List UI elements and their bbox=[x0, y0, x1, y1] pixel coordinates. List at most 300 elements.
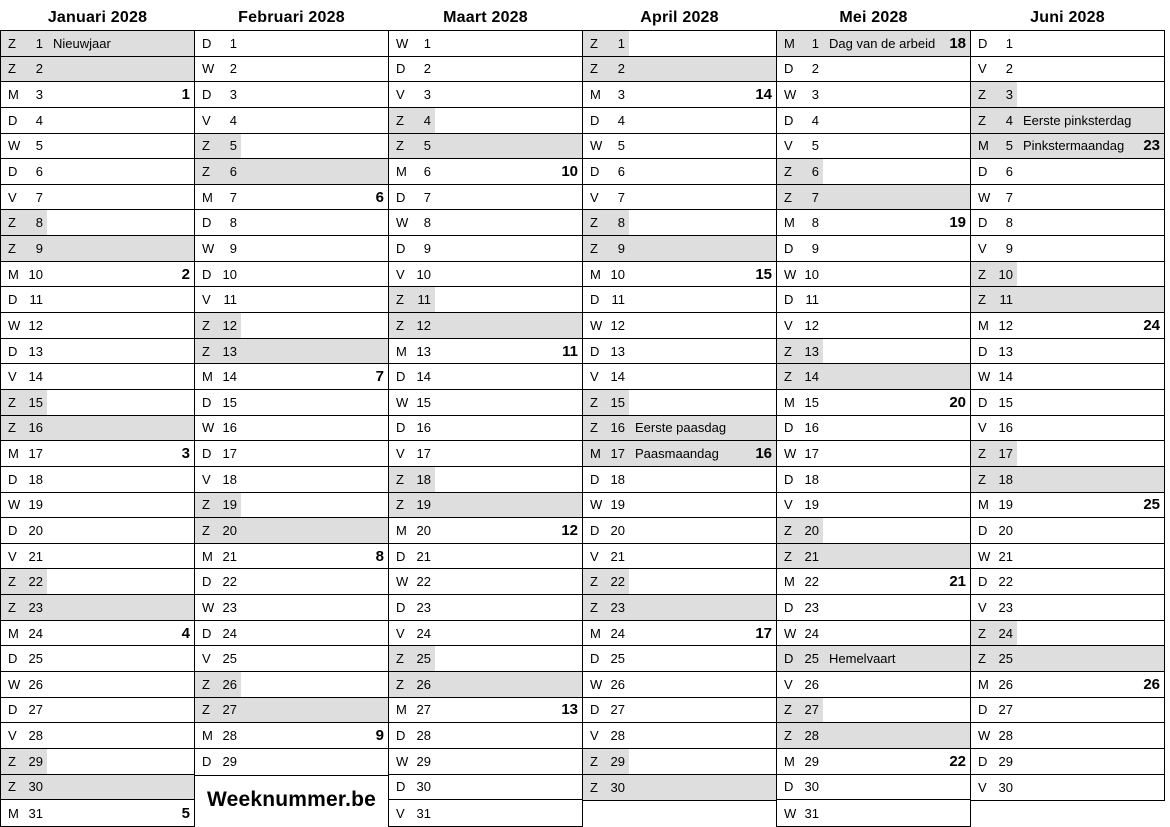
weekday-letter: M bbox=[202, 189, 213, 205]
day-row bbox=[1, 467, 194, 493]
day-number: 18 bbox=[610, 471, 625, 487]
day-number: 5 bbox=[811, 138, 819, 154]
day-label-cell bbox=[583, 159, 629, 184]
day-row bbox=[389, 134, 582, 160]
day-number: 22 bbox=[222, 574, 237, 590]
day-label-cell bbox=[1, 749, 47, 774]
day-row bbox=[971, 287, 1164, 313]
day-row bbox=[971, 493, 1164, 519]
weekday-letter: V bbox=[590, 728, 599, 744]
day-number: 24 bbox=[610, 625, 625, 641]
weekday-letter: W bbox=[978, 728, 991, 744]
day-label-cell bbox=[971, 82, 1017, 107]
day-label-cell bbox=[777, 82, 823, 107]
day-row bbox=[389, 416, 582, 442]
weekday-letter: V bbox=[8, 369, 17, 385]
week-number: 19 bbox=[949, 214, 966, 232]
day-row bbox=[1, 544, 194, 570]
day-label-cell bbox=[389, 775, 435, 800]
weekday-letter: D bbox=[978, 753, 988, 769]
day-row bbox=[389, 364, 582, 390]
day-row bbox=[389, 31, 582, 57]
day-number: 29 bbox=[804, 753, 819, 769]
day-number: 16 bbox=[416, 420, 431, 436]
weekday-letter: D bbox=[396, 61, 406, 77]
day-number: 18 bbox=[416, 471, 431, 487]
weekday-letter: W bbox=[8, 317, 21, 333]
day-number: 26 bbox=[222, 676, 237, 692]
day-number: 24 bbox=[998, 625, 1013, 641]
day-label-cell bbox=[583, 672, 629, 697]
day-number: 19 bbox=[222, 497, 237, 513]
day-row bbox=[971, 467, 1164, 493]
day-row bbox=[195, 569, 388, 595]
day-number: 23 bbox=[998, 599, 1013, 615]
day-label-cell bbox=[195, 236, 241, 261]
day-row bbox=[777, 749, 970, 775]
weekday-letter: D bbox=[8, 292, 18, 308]
day-number: 3 bbox=[423, 87, 431, 103]
day-row bbox=[195, 364, 388, 390]
day-label-cell bbox=[971, 364, 1017, 389]
week-number: 7 bbox=[375, 368, 384, 386]
day-row bbox=[971, 134, 1164, 160]
day-label-cell bbox=[777, 800, 823, 826]
day-number: 29 bbox=[416, 753, 431, 769]
day-row bbox=[1, 723, 194, 749]
weekday-letter: D bbox=[202, 215, 212, 231]
weekday-letter: M bbox=[784, 215, 795, 231]
day-row bbox=[195, 185, 388, 211]
day-label-cell bbox=[1, 159, 47, 184]
day-number: 10 bbox=[28, 266, 43, 282]
weekday-letter: D bbox=[784, 420, 794, 436]
day-number: 22 bbox=[28, 574, 43, 590]
weekday-letter: V bbox=[590, 548, 599, 564]
day-row bbox=[195, 390, 388, 416]
weekday-letter: Z bbox=[202, 317, 210, 333]
weekday-letter: W bbox=[396, 574, 409, 590]
weekday-letter: D bbox=[396, 420, 406, 436]
day-number: 7 bbox=[423, 189, 431, 205]
day-number: 13 bbox=[610, 343, 625, 359]
day-label-cell bbox=[583, 210, 629, 235]
day-label-cell bbox=[777, 467, 823, 492]
day-number: 27 bbox=[416, 702, 431, 718]
day-row bbox=[971, 185, 1164, 211]
day-row bbox=[583, 339, 776, 365]
day-row bbox=[971, 672, 1164, 698]
day-label-cell bbox=[1, 544, 47, 569]
day-row bbox=[389, 544, 582, 570]
day-label-cell bbox=[389, 672, 435, 697]
day-row bbox=[583, 672, 776, 698]
day-row bbox=[777, 57, 970, 83]
day-number: 9 bbox=[35, 240, 43, 256]
day-number: 18 bbox=[998, 471, 1013, 487]
day-label-cell bbox=[1, 31, 47, 56]
day-label-cell bbox=[389, 467, 435, 492]
holiday-label: Pinkstermaandag bbox=[1023, 138, 1125, 154]
day-label-cell bbox=[583, 339, 629, 364]
day-label-cell bbox=[1, 646, 47, 671]
day-label-cell bbox=[195, 82, 241, 107]
day-row bbox=[777, 800, 970, 826]
day-row bbox=[583, 416, 776, 442]
day-number: 3 bbox=[617, 87, 625, 103]
day-row bbox=[195, 108, 388, 134]
day-number: 8 bbox=[1005, 215, 1013, 231]
day-label-cell bbox=[583, 416, 629, 441]
day-label-cell bbox=[389, 313, 435, 338]
weekday-letter: Z bbox=[396, 497, 404, 513]
weekday-letter: Z bbox=[784, 343, 792, 359]
day-number: 21 bbox=[222, 548, 237, 564]
day-label-cell bbox=[777, 493, 823, 518]
day-label-cell bbox=[777, 236, 823, 261]
weekday-letter: W bbox=[8, 497, 21, 513]
day-label-cell bbox=[583, 262, 629, 287]
day-number: 12 bbox=[28, 317, 43, 333]
weekday-letter: W bbox=[784, 805, 797, 821]
day-number: 21 bbox=[804, 548, 819, 564]
day-label-cell bbox=[777, 749, 823, 774]
day-row bbox=[1, 159, 194, 185]
day-row bbox=[971, 339, 1164, 365]
week-number: 24 bbox=[1143, 316, 1160, 334]
day-label-cell bbox=[195, 646, 241, 671]
day-label-cell bbox=[389, 262, 435, 287]
day-label-cell bbox=[195, 364, 241, 389]
day-number: 9 bbox=[423, 240, 431, 256]
day-row bbox=[195, 493, 388, 519]
day-row bbox=[971, 31, 1164, 57]
weekday-letter: Z bbox=[978, 266, 986, 282]
day-number: 6 bbox=[35, 164, 43, 180]
day-row bbox=[971, 518, 1164, 544]
day-number: 12 bbox=[416, 317, 431, 333]
day-row bbox=[1, 31, 194, 57]
day-label-cell bbox=[971, 698, 1017, 723]
day-label-cell bbox=[971, 134, 1017, 159]
day-label-cell bbox=[195, 672, 241, 697]
day-row bbox=[583, 210, 776, 236]
weekday-letter: D bbox=[978, 164, 988, 180]
weekday-letter: Z bbox=[590, 35, 598, 51]
day-row bbox=[971, 82, 1164, 108]
day-row bbox=[389, 236, 582, 262]
weekday-letter: M bbox=[202, 369, 213, 385]
day-row bbox=[195, 467, 388, 493]
day-row bbox=[195, 57, 388, 83]
day-row bbox=[777, 467, 970, 493]
day-label-cell bbox=[1, 390, 47, 415]
month-grid bbox=[970, 30, 1165, 801]
day-label-cell bbox=[777, 544, 823, 569]
day-label-cell bbox=[389, 621, 435, 646]
day-number: 3 bbox=[1005, 87, 1013, 103]
day-number: 7 bbox=[229, 189, 237, 205]
weekday-letter: M bbox=[590, 266, 601, 282]
day-label-cell bbox=[777, 775, 823, 800]
day-row bbox=[1, 185, 194, 211]
day-number: 17 bbox=[28, 446, 43, 462]
weekday-letter: Z bbox=[784, 164, 792, 180]
weekday-letter: Z bbox=[202, 343, 210, 359]
day-number: 27 bbox=[610, 702, 625, 718]
day-row bbox=[971, 210, 1164, 236]
weekday-letter: M bbox=[396, 702, 407, 718]
weekday-letter: W bbox=[590, 138, 603, 154]
day-label-cell bbox=[971, 287, 1017, 312]
weekday-letter: W bbox=[590, 497, 603, 513]
weekday-letter: D bbox=[396, 189, 406, 205]
day-label-cell bbox=[195, 185, 241, 210]
day-number: 7 bbox=[1005, 189, 1013, 205]
day-number: 5 bbox=[229, 138, 237, 154]
day-label-cell bbox=[195, 210, 241, 235]
day-number: 12 bbox=[610, 317, 625, 333]
weekday-letter: Z bbox=[784, 369, 792, 385]
day-label-cell bbox=[777, 159, 823, 184]
weekday-letter: Z bbox=[590, 574, 598, 590]
week-number: 25 bbox=[1143, 496, 1160, 514]
day-number: 5 bbox=[423, 138, 431, 154]
weekday-letter: D bbox=[202, 754, 212, 770]
day-row bbox=[583, 364, 776, 390]
day-label-cell bbox=[1, 518, 47, 543]
weekday-letter: D bbox=[590, 164, 600, 180]
weekday-letter: D bbox=[202, 87, 212, 103]
weekday-letter: D bbox=[784, 240, 794, 256]
day-label-cell bbox=[777, 646, 823, 671]
day-number: 11 bbox=[999, 292, 1013, 308]
day-number: 8 bbox=[423, 215, 431, 231]
weekday-letter: M bbox=[784, 574, 795, 590]
weekday-letter: D bbox=[202, 574, 212, 590]
day-number: 14 bbox=[998, 369, 1013, 385]
day-label-cell bbox=[971, 775, 1017, 801]
weekday-letter: D bbox=[784, 112, 794, 128]
holiday-label: Dag van de arbeid bbox=[829, 35, 936, 51]
week-number: 1 bbox=[181, 86, 190, 104]
day-number: 13 bbox=[804, 343, 819, 359]
day-label-cell bbox=[1, 134, 47, 159]
day-number: 8 bbox=[35, 215, 43, 231]
weekday-letter: W bbox=[202, 240, 215, 256]
day-number: 25 bbox=[222, 651, 237, 667]
day-number: 13 bbox=[416, 343, 431, 359]
weekday-letter: W bbox=[978, 189, 991, 205]
weekday-letter: Z bbox=[8, 779, 16, 795]
day-row bbox=[1, 287, 194, 313]
day-label-cell bbox=[195, 262, 241, 287]
weekday-letter: Z bbox=[8, 753, 16, 769]
day-label-cell bbox=[389, 390, 435, 415]
day-number: 23 bbox=[610, 599, 625, 615]
weekday-letter: D bbox=[8, 702, 18, 718]
day-row bbox=[195, 82, 388, 108]
day-row bbox=[583, 287, 776, 313]
day-number: 20 bbox=[416, 522, 431, 538]
weekday-letter: Z bbox=[8, 215, 16, 231]
day-number: 1 bbox=[35, 35, 43, 51]
day-label-cell bbox=[777, 595, 823, 620]
day-number: 23 bbox=[28, 599, 43, 615]
day-row bbox=[1, 493, 194, 519]
weekday-letter: D bbox=[978, 343, 988, 359]
weekday-letter: D bbox=[784, 292, 794, 308]
weekday-letter: D bbox=[202, 446, 212, 462]
day-number: 11 bbox=[29, 292, 43, 308]
day-row bbox=[1, 57, 194, 83]
weekday-letter: Z bbox=[396, 317, 404, 333]
day-label-cell bbox=[1, 775, 47, 800]
month-title: Mei 2028 bbox=[839, 8, 908, 26]
day-number: 15 bbox=[804, 394, 819, 410]
weekday-letter: M bbox=[202, 728, 213, 744]
weekday-letter: W bbox=[978, 548, 991, 564]
day-number: 1 bbox=[617, 35, 625, 51]
day-row bbox=[389, 723, 582, 749]
month-column bbox=[970, 0, 1165, 795]
day-row bbox=[777, 390, 970, 416]
weekday-letter: D bbox=[978, 215, 988, 231]
day-row bbox=[777, 159, 970, 185]
day-number: 31 bbox=[804, 805, 819, 821]
day-row bbox=[389, 518, 582, 544]
day-row bbox=[583, 236, 776, 262]
day-row bbox=[777, 339, 970, 365]
month-grid bbox=[194, 30, 389, 776]
day-row bbox=[195, 134, 388, 160]
day-row bbox=[195, 339, 388, 365]
day-number: 30 bbox=[28, 779, 43, 795]
day-number: 24 bbox=[28, 625, 43, 641]
holiday-label: Eerste paasdag bbox=[635, 420, 727, 436]
weekday-letter: V bbox=[202, 471, 211, 487]
day-label-cell bbox=[195, 31, 241, 56]
day-label-cell bbox=[1, 262, 47, 287]
day-number: 5 bbox=[1005, 138, 1013, 154]
weekday-letter: D bbox=[396, 240, 406, 256]
day-number: 20 bbox=[998, 522, 1013, 538]
day-label-cell bbox=[389, 287, 435, 312]
day-label-cell bbox=[777, 698, 823, 723]
weekday-letter: W bbox=[8, 676, 21, 692]
day-number: 26 bbox=[28, 676, 43, 692]
weekday-letter: Z bbox=[8, 35, 16, 51]
day-number: 12 bbox=[804, 317, 819, 333]
weekday-letter: Z bbox=[784, 548, 792, 564]
day-number: 27 bbox=[28, 702, 43, 718]
day-number: 14 bbox=[416, 369, 431, 385]
day-label-cell bbox=[389, 134, 435, 159]
day-number: 5 bbox=[35, 138, 43, 154]
day-label-cell bbox=[389, 569, 435, 594]
day-row bbox=[195, 441, 388, 467]
weekday-letter: D bbox=[8, 522, 18, 538]
weekday-letter: Z bbox=[590, 779, 598, 795]
day-row bbox=[777, 518, 970, 544]
day-row bbox=[195, 749, 388, 775]
day-label-cell bbox=[389, 749, 435, 774]
day-number: 29 bbox=[998, 753, 1013, 769]
day-row bbox=[971, 723, 1164, 749]
week-number: 23 bbox=[1143, 137, 1160, 155]
day-number: 1 bbox=[423, 35, 431, 51]
day-row bbox=[389, 800, 582, 826]
day-number: 3 bbox=[35, 87, 43, 103]
weekday-letter: V bbox=[202, 292, 211, 308]
month-grid bbox=[0, 30, 195, 827]
day-label-cell bbox=[1, 672, 47, 697]
day-number: 9 bbox=[1005, 240, 1013, 256]
weekday-letter: M bbox=[202, 548, 213, 564]
day-number: 16 bbox=[610, 420, 625, 436]
weekday-letter: W bbox=[590, 317, 603, 333]
day-row bbox=[583, 493, 776, 519]
day-row bbox=[195, 698, 388, 724]
day-label-cell bbox=[389, 518, 435, 543]
weekday-letter: M bbox=[8, 266, 19, 282]
weekday-letter: D bbox=[784, 599, 794, 615]
day-label-cell bbox=[1, 467, 47, 492]
day-label-cell bbox=[1, 800, 47, 826]
weekday-letter: Z bbox=[202, 138, 210, 154]
week-number: 6 bbox=[375, 188, 384, 206]
weekday-letter: D bbox=[396, 599, 406, 615]
day-number: 30 bbox=[998, 779, 1013, 795]
day-number: 22 bbox=[416, 574, 431, 590]
day-label-cell bbox=[971, 31, 1017, 56]
weekday-letter: D bbox=[396, 548, 406, 564]
weekday-letter: M bbox=[978, 676, 989, 692]
weekday-letter: W bbox=[8, 138, 21, 154]
day-label-cell bbox=[583, 82, 629, 107]
day-row bbox=[389, 159, 582, 185]
weekday-letter: Z bbox=[978, 651, 986, 667]
weekday-letter: Z bbox=[396, 292, 404, 308]
day-row bbox=[971, 416, 1164, 442]
day-label-cell bbox=[389, 31, 435, 56]
day-number: 19 bbox=[416, 497, 431, 513]
day-row bbox=[1, 698, 194, 724]
month-title: Januari 2028 bbox=[47, 8, 148, 26]
day-label-cell bbox=[777, 416, 823, 441]
day-number: 15 bbox=[28, 394, 43, 410]
month-title: Maart 2028 bbox=[443, 8, 528, 26]
day-row bbox=[777, 544, 970, 570]
day-row bbox=[777, 441, 970, 467]
day-label-cell bbox=[971, 544, 1017, 569]
week-number: 14 bbox=[755, 86, 772, 104]
day-number: 18 bbox=[804, 471, 819, 487]
site-logo[interactable]: Weeknummer.be bbox=[206, 787, 377, 811]
day-number: 21 bbox=[610, 548, 625, 564]
day-number: 6 bbox=[617, 164, 625, 180]
weekday-letter: W bbox=[784, 446, 797, 462]
day-label-cell bbox=[583, 595, 629, 620]
weekday-letter: Z bbox=[202, 164, 210, 180]
week-number: 11 bbox=[562, 342, 578, 360]
weekday-letter: V bbox=[396, 625, 405, 641]
weekday-letter: V bbox=[202, 651, 211, 667]
weekday-letter: Z bbox=[784, 728, 792, 744]
day-number: 30 bbox=[416, 779, 431, 795]
day-label-cell bbox=[777, 569, 823, 594]
weekday-letter: D bbox=[590, 651, 600, 667]
